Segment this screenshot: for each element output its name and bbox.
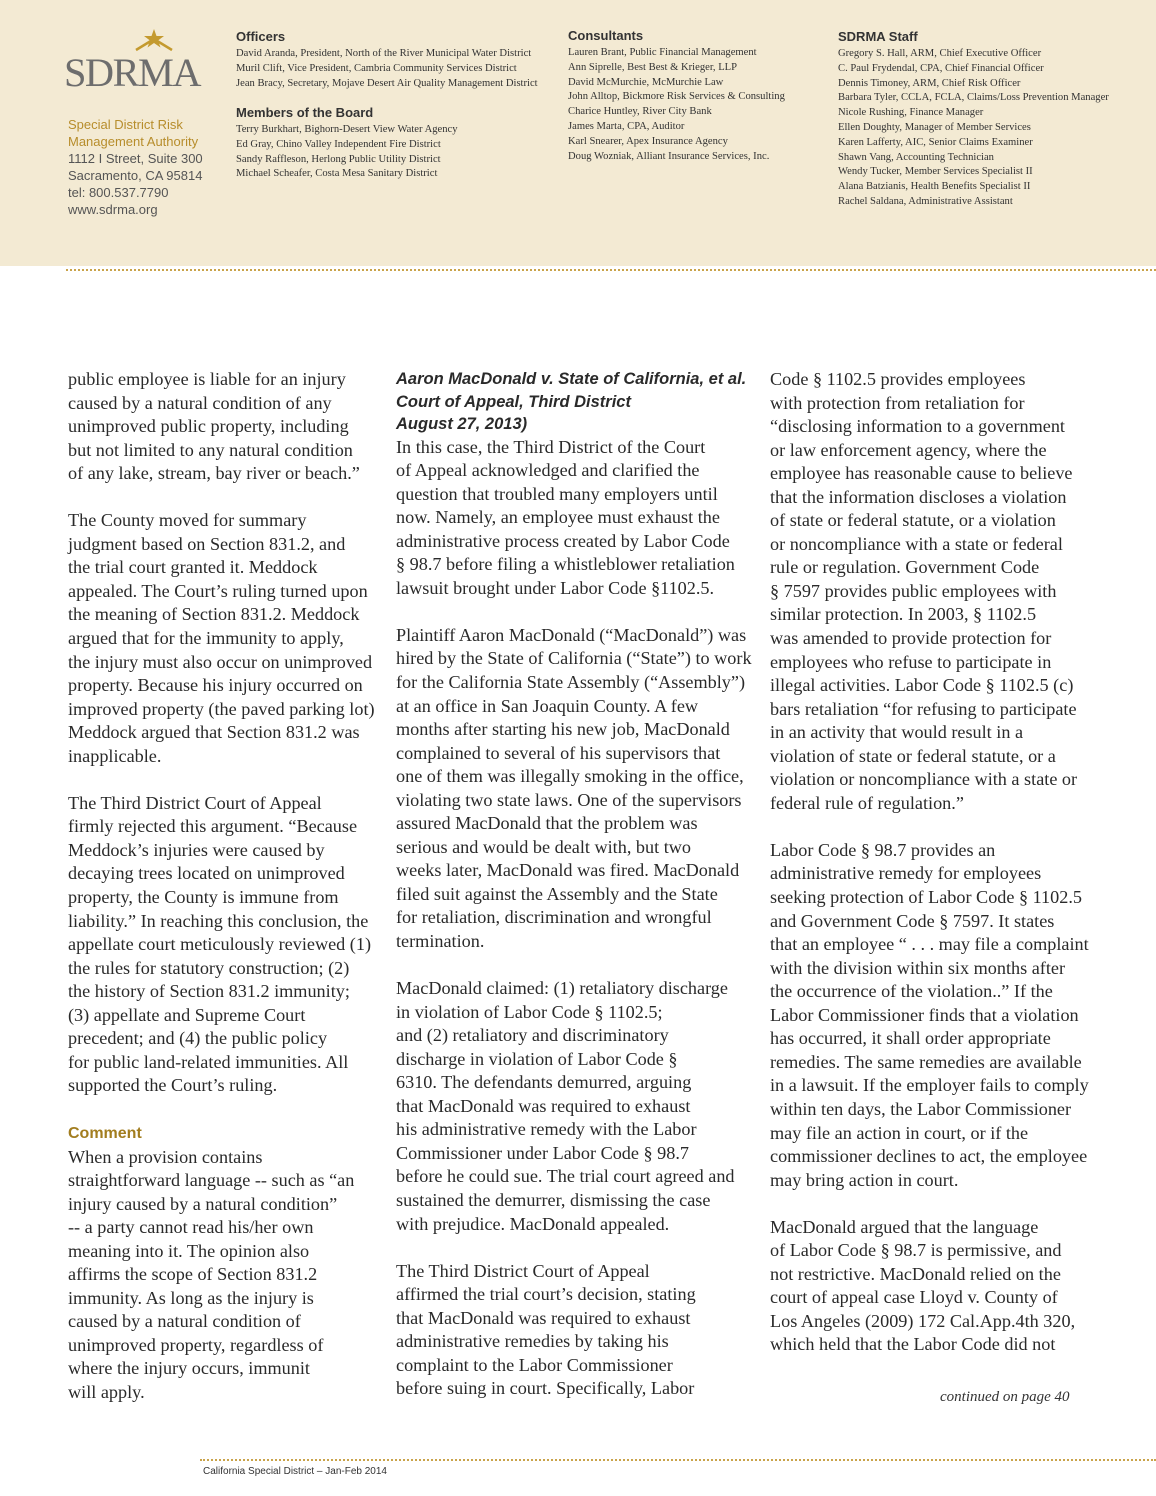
consultant-item: James Marta, CPA, Auditor (568, 120, 685, 132)
text-line: serious and would be dealt with, but two (396, 836, 691, 857)
staff-item: Shawn Vang, Accounting Technician (838, 151, 994, 163)
staff-item: Barbara Tyler, CCLA, FCLA, Claims/Loss Prevention Manager (838, 92, 1109, 104)
staff-item: Dennis Timoney, ARM, Chief Risk Officer (838, 77, 1021, 89)
paragraph (68, 792, 375, 1098)
text-line: in violation of Labor Code § 1102.5; (396, 1001, 663, 1022)
paragraph (396, 624, 752, 954)
text-line: Plaintiff Aaron MacDonald (“MacDonald”) was (396, 624, 747, 645)
text-line: decaying trees located on unimproved (68, 863, 345, 884)
text-line: in a lawsuit. If the employer fails to comply (770, 1075, 1089, 1096)
text-line: filed suit against the Assembly and the State (396, 883, 718, 904)
staff-section (838, 29, 1109, 210)
address-street: 1112 I Street, Suite 300 (68, 151, 203, 166)
staff-heading: SDRMA Staff (838, 29, 918, 44)
text-line: violating two state laws. One of the supervisors (396, 789, 742, 810)
paragraph (396, 436, 752, 601)
case-heading-line: Court of Appeal, Third District (396, 392, 631, 411)
text-line: When a provision contains (68, 1146, 263, 1167)
text-line: property, the County is immune from (68, 887, 339, 908)
text-line: affirmed the trial court’s decision, stating (396, 1284, 696, 1305)
text-line: The Third District Court of Appeal (68, 792, 322, 813)
officers-section (236, 29, 538, 91)
text-line: weeks later, MacDonald was fired. MacDonald (396, 860, 740, 881)
text-line: administrative remedy for employees (770, 863, 1042, 884)
text-line: that MacDonald was required to exhaust (396, 1095, 691, 1116)
text-line: supported the Court’s ruling. (68, 1075, 278, 1096)
text-line: unimproved public property, including (68, 416, 349, 437)
text-line: one of them was illegally smoking in the office, (396, 766, 744, 787)
text-line: will apply. (68, 1381, 145, 1402)
text-line: appealed. The Court’s ruling turned upon (68, 580, 368, 601)
text-line: violation or noncompliance with a state or (770, 769, 1078, 790)
text-line: where the injury occurs, immunit (68, 1358, 310, 1379)
text-line: discharge in violation of Labor Code § (396, 1048, 678, 1069)
text-line: Los Angeles (2009) 172 Cal.App.4th 320, (770, 1310, 1076, 1331)
text-line: bars retaliation “for refusing to participate (770, 698, 1077, 719)
text-line: administrative process created by Labor Code (396, 530, 730, 551)
text-line: but not limited to any natural condition (68, 439, 353, 460)
continued-note[interactable]: continued on page 40 (940, 1389, 1070, 1405)
text-line: which held that the Labor Code did not (770, 1334, 1056, 1355)
text-line: the occurrence of the violation..” If the (770, 981, 1053, 1002)
text-line: immunity. As long as the injury is (68, 1287, 314, 1308)
text-line: MacDonald claimed: (1) retaliatory discharge (396, 978, 728, 999)
text-line: remedies. The same remedies are available (770, 1051, 1082, 1072)
text-line: Meddock’s injuries were caused by (68, 839, 325, 860)
text-line: sustained the demurrer, dismissing the case (396, 1190, 711, 1210)
officer-item: Jean Bracy, Secretary, Mojave Desert Air Quality Management District (236, 77, 538, 89)
text-line: that an employee “ . . . may file a complaint (770, 934, 1089, 955)
paragraph (68, 368, 375, 486)
text-line: for the California State Assembly (“Assembly”) (396, 671, 746, 692)
case-heading-line: Aaron MacDonald v. State of California, et al. (396, 370, 747, 388)
text-line: of Appeal acknowledged and clarified the (396, 460, 700, 481)
text-line: administrative remedies by taking his (396, 1331, 669, 1352)
text-line: inapplicable. (68, 745, 162, 766)
paragraph (770, 839, 1089, 1192)
text-line: (3) appellate and Supreme Court (68, 1004, 306, 1025)
text-line: with the division within six months after (770, 957, 1066, 978)
text-line: for retaliation, discrimination and wrongful (396, 907, 712, 928)
text-line: and (2) retaliatory and discriminatory (396, 1025, 669, 1046)
text-line: the history of Section 831.2 immunity; (68, 981, 350, 1002)
text-line: The Third District Court of Appeal (396, 1260, 650, 1281)
text-line: lawsuit brought under Labor Code §1102.5. (396, 577, 715, 598)
text-line: the trial court granted it. Meddock (68, 557, 318, 578)
text-line: assured MacDonald that the problem was (396, 813, 698, 834)
paragraph (396, 1260, 752, 1401)
text-line: affirms the scope of Section 831.2 (68, 1264, 318, 1285)
paragraph (770, 1216, 1089, 1357)
text-line: question that troubled many employers until (396, 483, 718, 504)
text-line: rule or regulation. Government Code (770, 557, 1040, 578)
text-line: hired by the State of California (“State”) to work (396, 648, 752, 669)
staff-item: Alana Batzianis, Health Benefits Specialist II (838, 181, 1031, 193)
consultant-item: Karl Snearer, Apex Insurance Agency (568, 135, 728, 147)
footer-divider (200, 1459, 1156, 1461)
text-line: may file an action in court, or if the (770, 1122, 1029, 1143)
staff-item: Gregory S. Hall, ARM, Chief Executive Officer (838, 48, 1042, 59)
text-line: complaint to the Labor Commissioner (396, 1354, 673, 1375)
text-line: meaning into it. The opinion also (68, 1240, 310, 1261)
text-line: of any lake, stream, bay river or beach.” (68, 463, 360, 484)
text-line: the rules for statutory construction; (2) (68, 957, 350, 978)
article-column-2 (396, 368, 752, 1424)
comment-heading: Comment (68, 1124, 142, 1142)
text-line: employee has reasonable cause to believe (770, 463, 1073, 484)
text-line: the meaning of Section 831.2. Meddock (68, 604, 360, 625)
address-website[interactable]: www.sdrma.org (68, 202, 158, 217)
text-line: not restrictive. MacDonald relied on the (770, 1263, 1061, 1284)
text-line: before suing in court. Specifically, Labor (396, 1378, 695, 1399)
text-line: of state or federal statute, or a violation (770, 510, 1056, 531)
staff-item: C. Paul Frydendal, CPA, Chief Financial Officer (838, 62, 1044, 74)
text-line: now. Namely, an employee must exhaust the (396, 507, 720, 528)
text-line: termination. (396, 930, 485, 951)
text-line: Commissioner under Labor Code § 98.7 (396, 1142, 689, 1163)
paragraph (68, 509, 375, 768)
text-line: improved property (the paved parking lot) (68, 698, 375, 719)
text-line: or noncompliance with a state or federal (770, 533, 1063, 554)
text-line: The County moved for summary (68, 510, 307, 531)
text-line: Code § 1102.5 provides employees (770, 369, 1026, 389)
text-line: that the information discloses a violation (770, 486, 1067, 507)
article-column-1 (68, 368, 375, 1428)
text-line: in an activity that would result in a (770, 722, 1024, 743)
text-line: “disclosing information to a government (770, 416, 1065, 437)
address-city: Sacramento, CA 95814 (68, 168, 203, 183)
org-name-line: Management Authority (68, 134, 199, 149)
text-line: § 98.7 before filing a whistleblower retaliation (396, 554, 735, 575)
header-divider (66, 269, 1156, 271)
text-line: months after starting his new job, MacDonald (396, 719, 730, 740)
consultant-item: David McMurchie, McMurchie Law (568, 76, 724, 88)
text-line: public employee is liable for an injury (68, 369, 346, 389)
text-line: before he could sue. The trial court agreed and (396, 1166, 735, 1187)
text-line: employees who refuse to participate in (770, 651, 1052, 672)
text-line: caused by a natural condition of (68, 1311, 301, 1332)
staff-item: Wendy Tucker, Member Services Specialist II (838, 166, 1033, 178)
text-line: caused by a natural condition of any (68, 392, 332, 413)
consultant-item: Doug Wozniak, Alliant Insurance Services, Inc. (568, 150, 770, 162)
text-line: Meddock argued that Section 831.2 was (68, 722, 360, 743)
text-line: of Labor Code § 98.7 is permissive, and (770, 1240, 1062, 1261)
text-line: straightforward language -- such as “an (68, 1170, 355, 1191)
officer-item: David Aranda, President, North of the River Municipal Water District (236, 48, 532, 59)
board-item: Sandy Raffleson, Herlong Public Utility District (236, 153, 441, 165)
text-line: § 7597 provides public employees with (770, 580, 1057, 601)
text-line: with prejudice. MacDonald appealed. (396, 1213, 670, 1234)
consultant-item: John Alltop, Bickmore Risk Services & Consulting (568, 91, 785, 103)
text-line: unimproved property, regardless of (68, 1334, 324, 1355)
star-icon (136, 29, 172, 50)
text-line: was amended to provide protection for (770, 628, 1052, 649)
page-footer: California Special District – Jan-Feb 2014 (203, 1466, 387, 1477)
sdrma-logo (64, 26, 204, 92)
paragraph (396, 977, 752, 1236)
paragraph (770, 368, 1089, 815)
consultant-item: Ann Siprelle, Best Best & Krieger, LLP (568, 61, 738, 73)
logo-text: SDRMA (64, 50, 202, 92)
text-line: court of appeal case Lloyd v. County of (770, 1287, 1058, 1308)
org-name-line: Special District Risk (68, 117, 183, 132)
text-line: the injury must also occur on unimproved (68, 651, 373, 672)
text-line: has occurred, it shall order appropriate (770, 1028, 1051, 1049)
text-line: within ten days, the Labor Commissioner (770, 1098, 1072, 1119)
staff-item: Ellen Doughty, Manager of Member Services (838, 121, 1031, 133)
officer-item: Muril Clift, Vice President, Cambria Community Services District (236, 62, 517, 74)
officers-heading: Officers (236, 29, 286, 44)
text-line: 6310. The defendants demurred, arguing (396, 1072, 692, 1093)
staff-item: Rachel Saldana, Administrative Assistant (838, 195, 1013, 207)
board-section (236, 105, 458, 182)
text-line: property. Because his injury occurred on (68, 675, 363, 696)
text-line: seeking protection of Labor Code § 1102.5 (770, 887, 1082, 908)
address-phone: tel: 800.537.7790 (68, 185, 169, 200)
org-name (68, 116, 228, 150)
text-line: with protection from retaliation for (770, 392, 1025, 413)
board-item: Michael Scheafer, Costa Mesa Sanitary District (236, 168, 438, 180)
board-item: Terry Burkhart, Bighorn-Desert View Water Agency (236, 124, 458, 135)
text-line: or law enforcement agency, where the (770, 439, 1047, 460)
paragraph (68, 1146, 375, 1405)
consultants-section (568, 28, 785, 164)
board-heading: Members of the Board (236, 105, 374, 120)
text-line: complained to several of his supervisors that (396, 742, 721, 763)
staff-item: Nicole Rushing, Finance Manager (838, 107, 984, 119)
text-line: firmly rejected this argument. “Because (68, 816, 358, 837)
case-heading-line: August 27, 2013) (396, 415, 528, 433)
text-line: Labor Commissioner finds that a violation (770, 1004, 1079, 1025)
staff-item: Karen Lafferty, AIC, Senior Claims Examiner (838, 136, 1033, 148)
text-line: for public land-related immunities. All (68, 1051, 349, 1072)
text-line: and Government Code § 7597. It states (770, 910, 1055, 931)
text-line: Labor Code § 98.7 provides an (770, 839, 996, 860)
text-line: similar protection. In 2003, § 1102.5 (770, 604, 1037, 625)
text-line: liability.” In reaching this conclusion, the (68, 910, 369, 931)
text-line: injury caused by a natural condition” (68, 1193, 338, 1214)
consultant-item: Charice Huntley, River City Bank (568, 106, 712, 118)
text-line: -- a party cannot read his/her own (68, 1217, 314, 1238)
board-item: Ed Gray, Chino Valley Independent Fire District (236, 138, 441, 150)
text-line: his administrative remedy with the Labor (396, 1119, 697, 1140)
text-line: precedent; and (4) the public policy (68, 1028, 328, 1049)
case-heading (396, 368, 752, 436)
text-line: may bring action in court. (770, 1169, 959, 1190)
text-line: MacDonald argued that the language (770, 1216, 1039, 1237)
article-column-3 (770, 368, 1089, 1381)
text-line: appellate court meticulously reviewed (1) (68, 934, 372, 955)
text-line: judgment based on Section 831.2, and (68, 533, 346, 554)
text-line: violation of state or federal statute, or a (770, 745, 1056, 766)
text-line: illegal activities. Labor Code § 1102.5 (c) (770, 675, 1074, 696)
text-line: commissioner declines to act, the employee (770, 1146, 1088, 1167)
text-line: In this case, the Third District of the Court (396, 436, 706, 457)
consultant-item: Lauren Brant, Public Financial Management (568, 47, 757, 58)
text-line: federal rule of regulation.” (770, 792, 964, 813)
org-address (68, 150, 228, 218)
consultants-heading: Consultants (568, 28, 644, 43)
text-line: argued that for the immunity to apply, (68, 628, 344, 649)
text-line: at an office in San Joaquin County. A few (396, 695, 699, 716)
text-line: that MacDonald was required to exhaust (396, 1307, 691, 1328)
